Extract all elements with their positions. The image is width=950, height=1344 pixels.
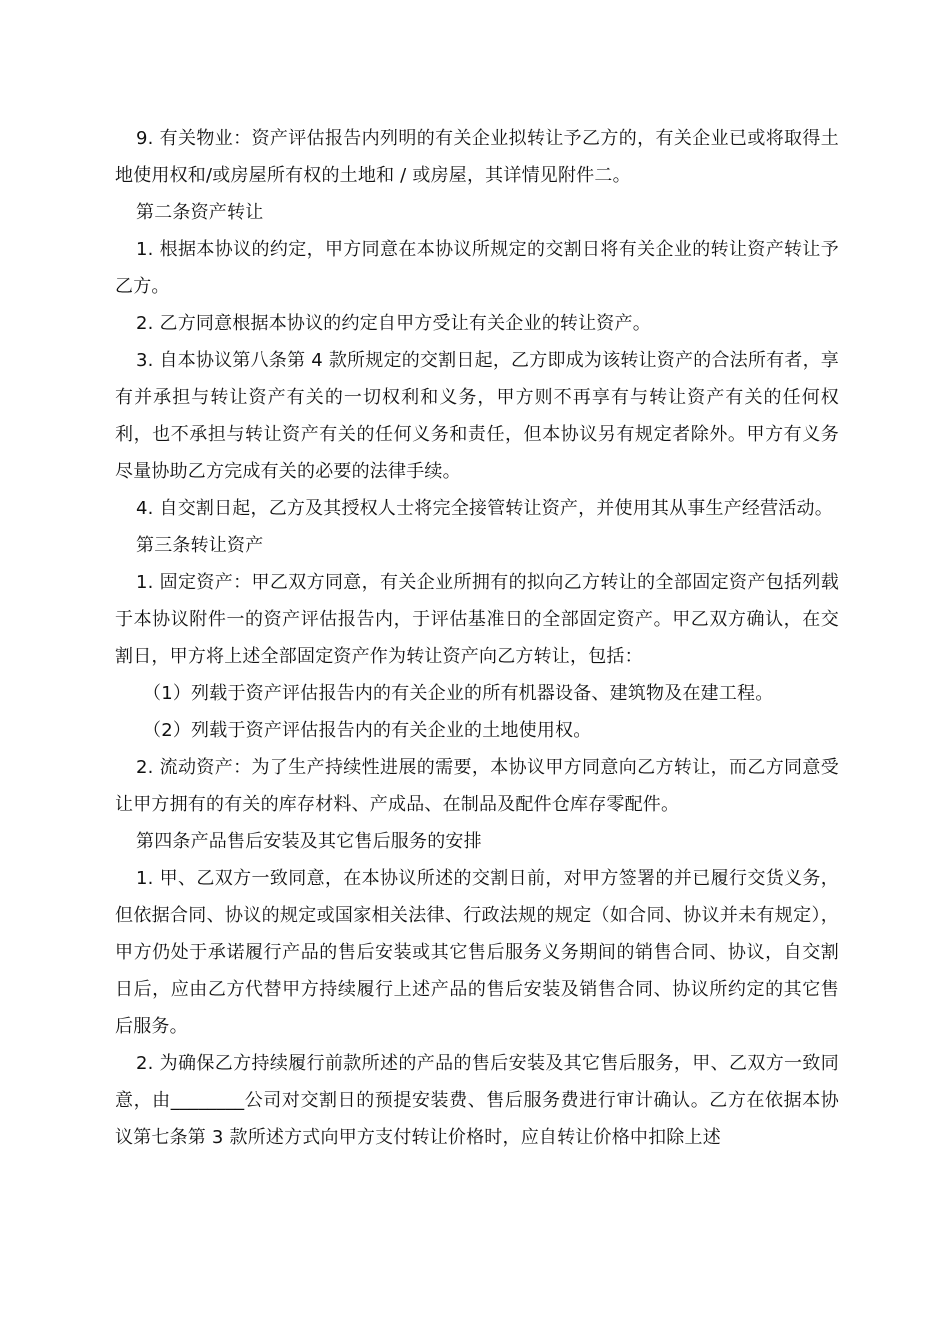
- paragraph-article-3-clause-1: 1. 固定资产：甲乙双方同意，有关企业所拥有的拟向乙方转让的全部固定资产包括列载于本协议附件一的资产评估报告内，于评估基准日的全部固定资产。甲乙双方确认，在交割日，甲方将上述全部固定资产作为转让资产向乙方转让，包括：: [115, 572, 839, 667]
- paragraph-article-2-clause-1: 1. 根据本协议的约定，甲方同意在本协议所规定的交割日将有关企业的转让资产转让予乙方。: [115, 239, 839, 297]
- paragraph-article-3-clause-2: 2. 流动资产：为了生产持续性进展的需要，本协议甲方同意向乙方转让，而乙方同意受让甲方拥有的有关的库存材料、产成品、在制品及配件仓库存零配件。: [115, 757, 839, 815]
- heading-article-4: 第四条产品售后安装及其它售后服务的安排: [136, 831, 482, 852]
- paragraph-property-definition: 9. 有关物业：资产评估报告内列明的有关企业拟转让予乙方的，有关企业已或将取得土地使用权和/或房屋所有权的土地和 / 或房屋，其详情见附件二。: [115, 128, 839, 186]
- paragraph-article-4-clause-2: 2. 为确保乙方持续履行前款所述的产品的售后安装及其它售后服务，甲、乙双方一致同意，由________公司对交割日的预提安装费、售后服务费进行审计确认。乙方在依据本协议第七条第 3 款所述方式向甲方支付转让价格时，应自转让价格中扣除上述: [115, 1053, 839, 1148]
- heading-article-3: 第三条转让资产: [136, 535, 264, 556]
- heading-article-2: 第二条资产转让: [136, 202, 264, 223]
- paragraph-article-2-clause-2: 2. 乙方同意根据本协议的约定自甲方受让有关企业的转让资产。: [136, 313, 651, 334]
- paragraph-article-2-clause-4: 4. 自交割日起，乙方及其授权人士将完全接管转让资产，并使用其从事生产经营活动。: [136, 498, 833, 519]
- paragraph-article-2-clause-3: 3. 自本协议第八条第 4 款所规定的交割日起，乙方即成为该转让资产的合法所有者，享有并承担与转让资产有关的一切权利和义务，甲方则不再享有与转让资产有关的任何权利，也不承担与转让资产有关的任何义务和责任，但本协议另有规定者除外。甲方有义务尽量协助乙方完成有关的必要的法律手续。: [115, 350, 839, 482]
- paragraph-article-3-item-1: （1）列载于资产评估报告内的有关企业的所有机器设备、建筑物及在建工程。: [143, 683, 774, 704]
- paragraph-article-3-item-2: （2）列载于资产评估报告内的有关企业的土地使用权。: [143, 720, 592, 741]
- paragraph-article-4-clause-1: 1. 甲、乙双方一致同意，在本协议所述的交割日前，对甲方签署的并已履行交货义务，但依据合同、协议的规定或国家相关法律、行政法规的规定（如合同、协议并未有规定），甲方仍处于承诺履行产品的售后安装或其它售后服务义务期间的销售合同、协议，自交割日后，应由乙方代替甲方持续履行上述产品的售后安装及销售合同、协议所约定的其它售后服务。: [115, 868, 839, 1037]
- document-body: [115, 120, 839, 1156]
